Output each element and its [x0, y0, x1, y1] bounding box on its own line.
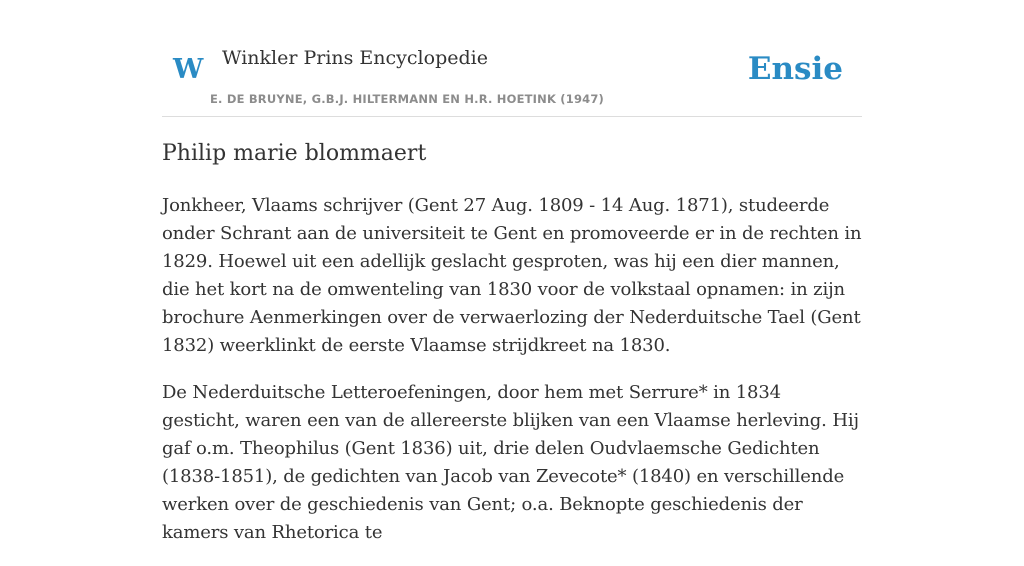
brand-logo[interactable]: Ensie — [747, 51, 843, 87]
article-paragraph: De Nederduitsche Letteroefeningen, door hem met Serrure* in 1834 gesticht, waren een van de allereerste blijken van een Vlaamse herleving. Hij gaf o.m. Theophilus (Gent 1836) uit, drie delen Oudvlaemsche Gedichten (1838-1851), de gedichten van Jacob van Zevecote* (1840) en verschillende werken over de geschiedenis van Gent; o.a. Beknopte geschiedenis der kamers van Rhetorica te — [162, 382, 859, 543]
article-body — [162, 192, 862, 566]
source-authors: E. DE BRUYNE, G.B.J. HILTERMANN EN H.R. HOETINK (1947) — [210, 92, 605, 106]
source-logo[interactable]: W — [173, 54, 204, 85]
source-header — [162, 0, 862, 117]
article-paragraph: Jonkheer, Vlaams schrijver (Gent 27 Aug. 1809 - 14 Aug. 1871), studeerde onder Schrant aan de universiteit te Gent en promoveerde er in de rechten in 1829. Hoewel uit een adellijk geslacht gesproten, was hij een dier mannen, die het kort na de omwenteling van 1830 voor de volkstaal opnamen: in zijn brochure Aenmerkingen over de verwaerlozing der Nederduitsche Tael (Gent 1832) weerklinkt de eerste Vlaamse strijdkreet na 1830. — [162, 195, 862, 356]
source-title[interactable]: Winkler Prins Encyclopedie — [222, 47, 488, 69]
article-title: Philip marie blommaert — [162, 141, 427, 166]
